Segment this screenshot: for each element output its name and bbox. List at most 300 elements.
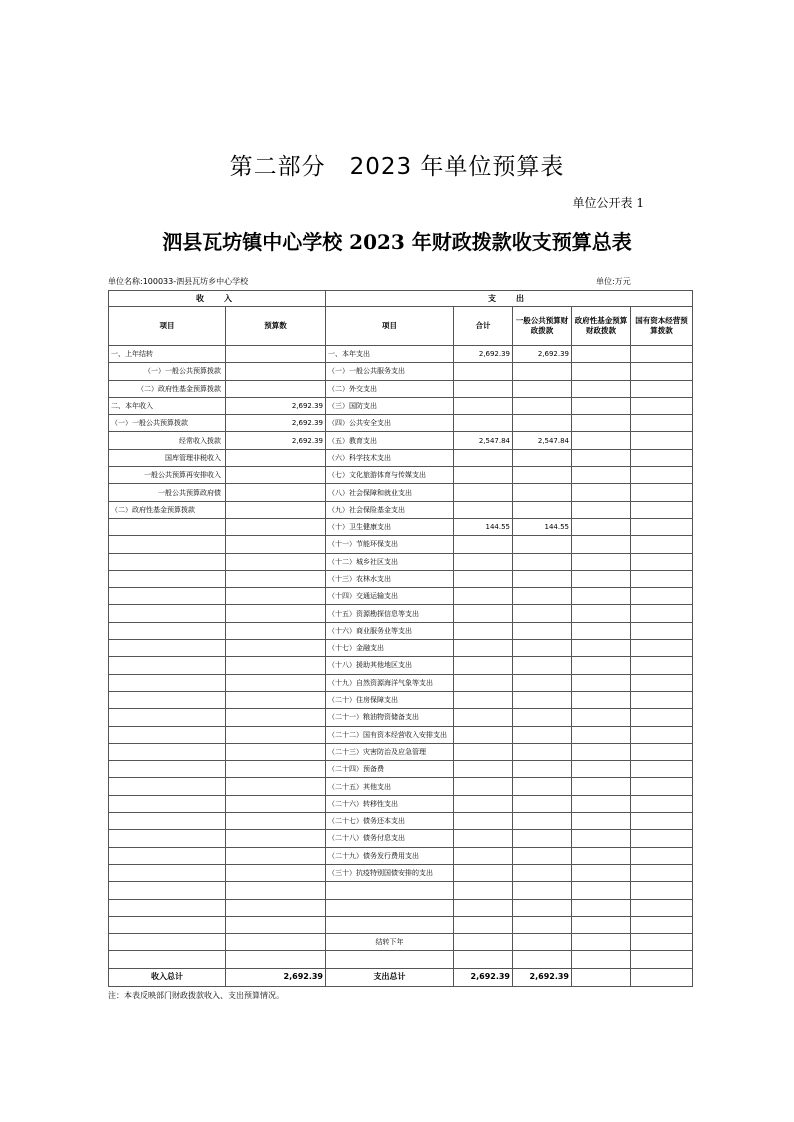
income-amount-cell: [226, 813, 326, 830]
gov-fund-cell: [572, 501, 631, 518]
total-cell: [454, 813, 513, 830]
gov-fund-cell: [572, 397, 631, 414]
expense-item-cell: （十七）金融支出: [326, 640, 454, 657]
income-amount-cell: [226, 951, 326, 968]
gov-fund-cell: [572, 346, 631, 363]
expense-item-cell: （八）社会保障和就业支出: [326, 484, 454, 501]
total-cell: [454, 467, 513, 484]
total-cell: [454, 934, 513, 951]
state-capital-cell: [631, 847, 693, 864]
state-capital-cell: [631, 501, 693, 518]
state-capital-cell: [631, 570, 693, 587]
state-capital-cell: [631, 864, 693, 881]
income-amount-cell: [226, 691, 326, 708]
income-amount-cell: [226, 346, 326, 363]
income-item-cell: [109, 709, 226, 726]
gov-fund-cell: [572, 380, 631, 397]
income-section-header: 收 入: [109, 291, 326, 307]
state-capital-cell: [631, 536, 693, 553]
gov-fund-cell: [572, 553, 631, 570]
income-item-cell: （二）政府性基金预算拨款: [109, 501, 226, 518]
expense-section-header: 支 出: [326, 291, 693, 307]
general-budget-cell: [513, 622, 572, 639]
table-row: [109, 691, 693, 708]
total-cell: [454, 484, 513, 501]
income-amount-cell: [226, 570, 326, 587]
expense-item-cell: （十二）城乡社区支出: [326, 553, 454, 570]
total-cell: [454, 553, 513, 570]
income-item-cell: [109, 778, 226, 795]
income-item-cell: [109, 536, 226, 553]
gov-fund-cell: [572, 467, 631, 484]
gov-fund-cell: [572, 518, 631, 535]
table-row: [109, 380, 693, 397]
table-row: [109, 432, 693, 449]
general-budget-cell: [513, 657, 572, 674]
total-cell: [454, 726, 513, 743]
table-row: [109, 640, 693, 657]
table-row: [109, 916, 693, 933]
general-budget-cell: [513, 363, 572, 380]
state-capital-cell: [631, 622, 693, 639]
gov-fund-cell: [572, 691, 631, 708]
total-cell: 2,692.39: [454, 346, 513, 363]
income-item-cell: [109, 916, 226, 933]
income-item-cell: （一）一般公共预算拨款: [109, 415, 226, 432]
general-budget-cell: [513, 847, 572, 864]
income-amount-cell: [226, 864, 326, 881]
income-total-label: 收入总计: [109, 968, 226, 986]
header-row-sections: [109, 291, 693, 307]
state-capital-cell: [631, 449, 693, 466]
income-amount-cell: [226, 536, 326, 553]
gov-fund-cell: [572, 847, 631, 864]
income-item-cell: [109, 726, 226, 743]
gov-fund-cell: [572, 899, 631, 916]
income-item-cell: [109, 691, 226, 708]
expense-item-cell: [326, 899, 454, 916]
income-amount-cell: [226, 467, 326, 484]
state-capital-cell: [631, 605, 693, 622]
gov-fund-cell: [572, 934, 631, 951]
gov-fund-cell: [572, 864, 631, 881]
gov-fund-cell: [572, 432, 631, 449]
expense-item-cell: （十九）自然资源海洋气象等支出: [326, 674, 454, 691]
expense-item-cell: （十五）资源勘探信息等支出: [326, 605, 454, 622]
income-item-cell: [109, 743, 226, 760]
income-item-cell: [109, 934, 226, 951]
expense-item-cell: （二十三）灾害防治及应急管理: [326, 743, 454, 760]
state-capital-cell: [631, 553, 693, 570]
state-capital-cell: [631, 830, 693, 847]
expense-item-cell: （十一）节能环保支出: [326, 536, 454, 553]
income-amount-cell: [226, 380, 326, 397]
state-capital-cell: [631, 709, 693, 726]
col-header-income-item: 项目: [109, 307, 226, 346]
expense-item-cell: （七）文化旅游体育与传媒支出: [326, 467, 454, 484]
state-capital-cell: [631, 415, 693, 432]
general-budget-cell: [513, 709, 572, 726]
expense-general-total: 2,692.39: [513, 968, 572, 986]
state-capital-cell: [631, 518, 693, 535]
state-capital-cell: [631, 795, 693, 812]
state-capital-total: [631, 968, 693, 986]
state-capital-cell: [631, 813, 693, 830]
income-amount-cell: [226, 743, 326, 760]
income-item-cell: 一般公共预算政府债: [109, 484, 226, 501]
col-header-general-budget: 一般公共预算财政拨款: [513, 307, 572, 346]
general-budget-cell: [513, 778, 572, 795]
table-row: [109, 484, 693, 501]
state-capital-cell: [631, 691, 693, 708]
expense-item-cell: 结转下年: [326, 934, 454, 951]
expense-item-cell: （五）教育支出: [326, 432, 454, 449]
income-item-cell: [109, 813, 226, 830]
total-cell: 144.55: [454, 518, 513, 535]
gov-fund-cell: [572, 761, 631, 778]
income-amount-cell: [226, 640, 326, 657]
total-cell: [454, 415, 513, 432]
gov-fund-cell: [572, 605, 631, 622]
expense-item-cell: （二十二）国有资本经营收入安排支出: [326, 726, 454, 743]
state-capital-cell: [631, 934, 693, 951]
table-row: [109, 536, 693, 553]
gov-fund-cell: [572, 570, 631, 587]
table-row: [109, 761, 693, 778]
gov-fund-total: [572, 968, 631, 986]
gov-fund-cell: [572, 622, 631, 639]
state-capital-cell: [631, 951, 693, 968]
state-capital-cell: [631, 397, 693, 414]
income-item-cell: [109, 847, 226, 864]
total-cell: [454, 380, 513, 397]
income-amount-cell: [226, 363, 326, 380]
gov-fund-cell: [572, 709, 631, 726]
expense-item-cell: （十八）援助其他地区支出: [326, 657, 454, 674]
income-item-cell: [109, 951, 226, 968]
income-amount-cell: [226, 726, 326, 743]
general-budget-cell: [513, 536, 572, 553]
table-row: [109, 778, 693, 795]
total-cell: [454, 743, 513, 760]
expense-item-cell: （二十六）转移性支出: [326, 795, 454, 812]
gov-fund-cell: [572, 415, 631, 432]
state-capital-cell: [631, 346, 693, 363]
unit-name: 单位名称:100033-泗县瓦坊乡中心学校: [108, 277, 249, 286]
income-item-cell: 经常收入拨款: [109, 432, 226, 449]
general-budget-cell: [513, 553, 572, 570]
gov-fund-cell: [572, 363, 631, 380]
general-budget-cell: [513, 830, 572, 847]
income-amount-cell: 2,692.39: [226, 432, 326, 449]
general-budget-cell: [513, 570, 572, 587]
income-amount-cell: [226, 622, 326, 639]
total-cell: [454, 830, 513, 847]
income-amount-cell: [226, 778, 326, 795]
gov-fund-cell: [572, 484, 631, 501]
income-amount-cell: [226, 709, 326, 726]
table-row: [109, 674, 693, 691]
income-amount-cell: [226, 484, 326, 501]
income-amount-cell: [226, 795, 326, 812]
total-cell: [454, 622, 513, 639]
table-row: [109, 605, 693, 622]
total-cell: [454, 570, 513, 587]
table-row: [109, 882, 693, 899]
income-amount-cell: [226, 934, 326, 951]
income-total-amount: 2,692.39: [226, 968, 326, 986]
general-budget-cell: 2,692.39: [513, 346, 572, 363]
income-amount-cell: [226, 674, 326, 691]
table-row: [109, 951, 693, 968]
total-cell: [454, 899, 513, 916]
gov-fund-cell: [572, 778, 631, 795]
total-cell: [454, 864, 513, 881]
gov-fund-cell: [572, 743, 631, 760]
total-cell: [454, 657, 513, 674]
general-budget-cell: 2,547.84: [513, 432, 572, 449]
state-capital-cell: [631, 674, 693, 691]
total-cell: [454, 449, 513, 466]
expense-item-cell: （四）公共安全支出: [326, 415, 454, 432]
table-row: [109, 467, 693, 484]
col-header-state-capital: 国有资本经营预算拨款: [631, 307, 693, 346]
state-capital-cell: [631, 761, 693, 778]
income-amount-cell: [226, 916, 326, 933]
general-budget-cell: [513, 916, 572, 933]
gov-fund-cell: [572, 951, 631, 968]
general-budget-cell: [513, 484, 572, 501]
state-capital-cell: [631, 657, 693, 674]
total-cell: [454, 761, 513, 778]
general-budget-cell: [513, 501, 572, 518]
gov-fund-cell: [572, 640, 631, 657]
income-item-cell: [109, 830, 226, 847]
income-amount-cell: 2,692.39: [226, 415, 326, 432]
table-row: [109, 830, 693, 847]
general-budget-cell: [513, 951, 572, 968]
expense-item-cell: （二十七）债务还本支出: [326, 813, 454, 830]
state-capital-cell: [631, 916, 693, 933]
table-row: [109, 570, 693, 587]
gov-fund-cell: [572, 536, 631, 553]
income-amount-cell: [226, 553, 326, 570]
income-amount-cell: [226, 761, 326, 778]
expense-item-cell: （十三）农林水支出: [326, 570, 454, 587]
general-budget-cell: [513, 882, 572, 899]
table-row: [109, 346, 693, 363]
table-row: [109, 899, 693, 916]
table-row: [109, 588, 693, 605]
income-item-cell: 一、上年结转: [109, 346, 226, 363]
income-amount-cell: [226, 605, 326, 622]
total-cell: [454, 363, 513, 380]
gov-fund-cell: [572, 726, 631, 743]
expense-item-cell: （二）外交支出: [326, 380, 454, 397]
expense-item-cell: （十六）商业服务业等支出: [326, 622, 454, 639]
gov-fund-cell: [572, 830, 631, 847]
total-cell: 2,547.84: [454, 432, 513, 449]
general-budget-cell: [513, 691, 572, 708]
income-item-cell: [109, 795, 226, 812]
total-cell: [454, 674, 513, 691]
totals-row: [109, 968, 693, 986]
general-budget-cell: [513, 588, 572, 605]
table-row: [109, 709, 693, 726]
income-item-cell: [109, 570, 226, 587]
general-budget-cell: [513, 640, 572, 657]
expense-item-cell: （二十八）债务付息支出: [326, 830, 454, 847]
table-row: [109, 743, 693, 760]
general-budget-cell: [513, 743, 572, 760]
expense-item-cell: [326, 916, 454, 933]
expense-total-amount: 2,692.39: [454, 968, 513, 986]
gov-fund-cell: [572, 813, 631, 830]
general-budget-cell: [513, 467, 572, 484]
income-amount-cell: [226, 830, 326, 847]
table-row: [109, 363, 693, 380]
total-cell: [454, 640, 513, 657]
income-item-cell: [109, 518, 226, 535]
expense-item-cell: （二十）住房保障支出: [326, 691, 454, 708]
table-title: 泗县瓦坊镇中心学校 2023 年财政拨款收支预算总表: [162, 230, 632, 254]
total-cell: [454, 847, 513, 864]
expense-item-cell: （三）国防支出: [326, 397, 454, 414]
expense-item-cell: [326, 882, 454, 899]
general-budget-cell: [513, 795, 572, 812]
income-amount-cell: [226, 588, 326, 605]
expense-item-cell: （二十五）其他支出: [326, 778, 454, 795]
table-row: [109, 813, 693, 830]
total-cell: [454, 795, 513, 812]
total-cell: [454, 709, 513, 726]
general-budget-cell: [513, 726, 572, 743]
table-row: [109, 657, 693, 674]
state-capital-cell: [631, 432, 693, 449]
expense-total-label: 支出总计: [326, 968, 454, 986]
table-row: [109, 795, 693, 812]
table-row: [109, 415, 693, 432]
table-row: [109, 864, 693, 881]
table-row: [109, 518, 693, 535]
budget-summary-table: [108, 290, 693, 987]
general-budget-cell: [513, 605, 572, 622]
col-header-expense-item: 项目: [326, 307, 454, 346]
gov-fund-cell: [572, 657, 631, 674]
state-capital-cell: [631, 726, 693, 743]
table-row: [109, 449, 693, 466]
table-row: [109, 622, 693, 639]
income-amount-cell: [226, 449, 326, 466]
gov-fund-cell: [572, 588, 631, 605]
state-capital-cell: [631, 743, 693, 760]
gov-fund-cell: [572, 882, 631, 899]
expense-item-cell: 一、本年支出: [326, 346, 454, 363]
state-capital-cell: [631, 484, 693, 501]
general-budget-cell: [513, 864, 572, 881]
table-row: [109, 847, 693, 864]
col-header-budget-amount: 预算数: [226, 307, 326, 346]
general-budget-cell: [513, 899, 572, 916]
income-item-cell: [109, 622, 226, 639]
income-item-cell: [109, 553, 226, 570]
table-row: [109, 501, 693, 518]
income-amount-cell: [226, 899, 326, 916]
income-item-cell: 一般公共预算再安排收入: [109, 467, 226, 484]
general-budget-cell: 144.55: [513, 518, 572, 535]
income-item-cell: [109, 640, 226, 657]
general-budget-cell: [513, 813, 572, 830]
general-budget-cell: [513, 761, 572, 778]
gov-fund-cell: [572, 916, 631, 933]
table-row: [109, 397, 693, 414]
total-cell: [454, 397, 513, 414]
expense-item-cell: （十）卫生健康支出: [326, 518, 454, 535]
total-cell: [454, 501, 513, 518]
state-capital-cell: [631, 882, 693, 899]
income-item-cell: 二、本年收入: [109, 397, 226, 414]
gov-fund-cell: [572, 795, 631, 812]
expense-item-cell: （六）科学技术支出: [326, 449, 454, 466]
total-cell: [454, 916, 513, 933]
income-item-cell: （二）政府性基金预算拨款: [109, 380, 226, 397]
income-amount-cell: [226, 501, 326, 518]
expense-item-cell: （三十）抗疫特别国债安排的支出: [326, 864, 454, 881]
total-cell: [454, 605, 513, 622]
income-item-cell: 国库管理非税收入: [109, 449, 226, 466]
state-capital-cell: [631, 899, 693, 916]
expense-item-cell: （二十九）债务发行费用支出: [326, 847, 454, 864]
table-row: [109, 553, 693, 570]
state-capital-cell: [631, 640, 693, 657]
general-budget-cell: [513, 674, 572, 691]
general-budget-cell: [513, 449, 572, 466]
income-item-cell: [109, 882, 226, 899]
expense-item-cell: [326, 951, 454, 968]
income-item-cell: [109, 899, 226, 916]
page-part-title: 第二部分 2023 年单位预算表: [229, 154, 565, 180]
state-capital-cell: [631, 467, 693, 484]
income-item-cell: [109, 761, 226, 778]
general-budget-cell: [513, 380, 572, 397]
expense-item-cell: （一）一般公共服务支出: [326, 363, 454, 380]
income-item-cell: （一）一般公共预算拨款: [109, 363, 226, 380]
col-header-total: 合计: [454, 307, 513, 346]
expense-item-cell: （十四）交通运输支出: [326, 588, 454, 605]
income-amount-cell: [226, 657, 326, 674]
total-cell: [454, 691, 513, 708]
expense-item-cell: （二十四）预备费: [326, 761, 454, 778]
income-amount-cell: [226, 882, 326, 899]
income-amount-cell: 2,692.39: [226, 397, 326, 414]
expense-item-cell: （二十一）粮油物资储备支出: [326, 709, 454, 726]
col-header-gov-fund: 政府性基金预算财政拨款: [572, 307, 631, 346]
income-item-cell: [109, 657, 226, 674]
total-cell: [454, 778, 513, 795]
currency-unit: 单位:万元: [596, 277, 631, 286]
gov-fund-cell: [572, 449, 631, 466]
income-item-cell: [109, 674, 226, 691]
gov-fund-cell: [572, 674, 631, 691]
income-item-cell: [109, 864, 226, 881]
general-budget-cell: [513, 397, 572, 414]
expense-item-cell: （九）社会保险基金支出: [326, 501, 454, 518]
total-cell: [454, 882, 513, 899]
state-capital-cell: [631, 363, 693, 380]
total-cell: [454, 536, 513, 553]
income-item-cell: [109, 605, 226, 622]
publication-number: 单位公开表 1: [572, 196, 644, 210]
